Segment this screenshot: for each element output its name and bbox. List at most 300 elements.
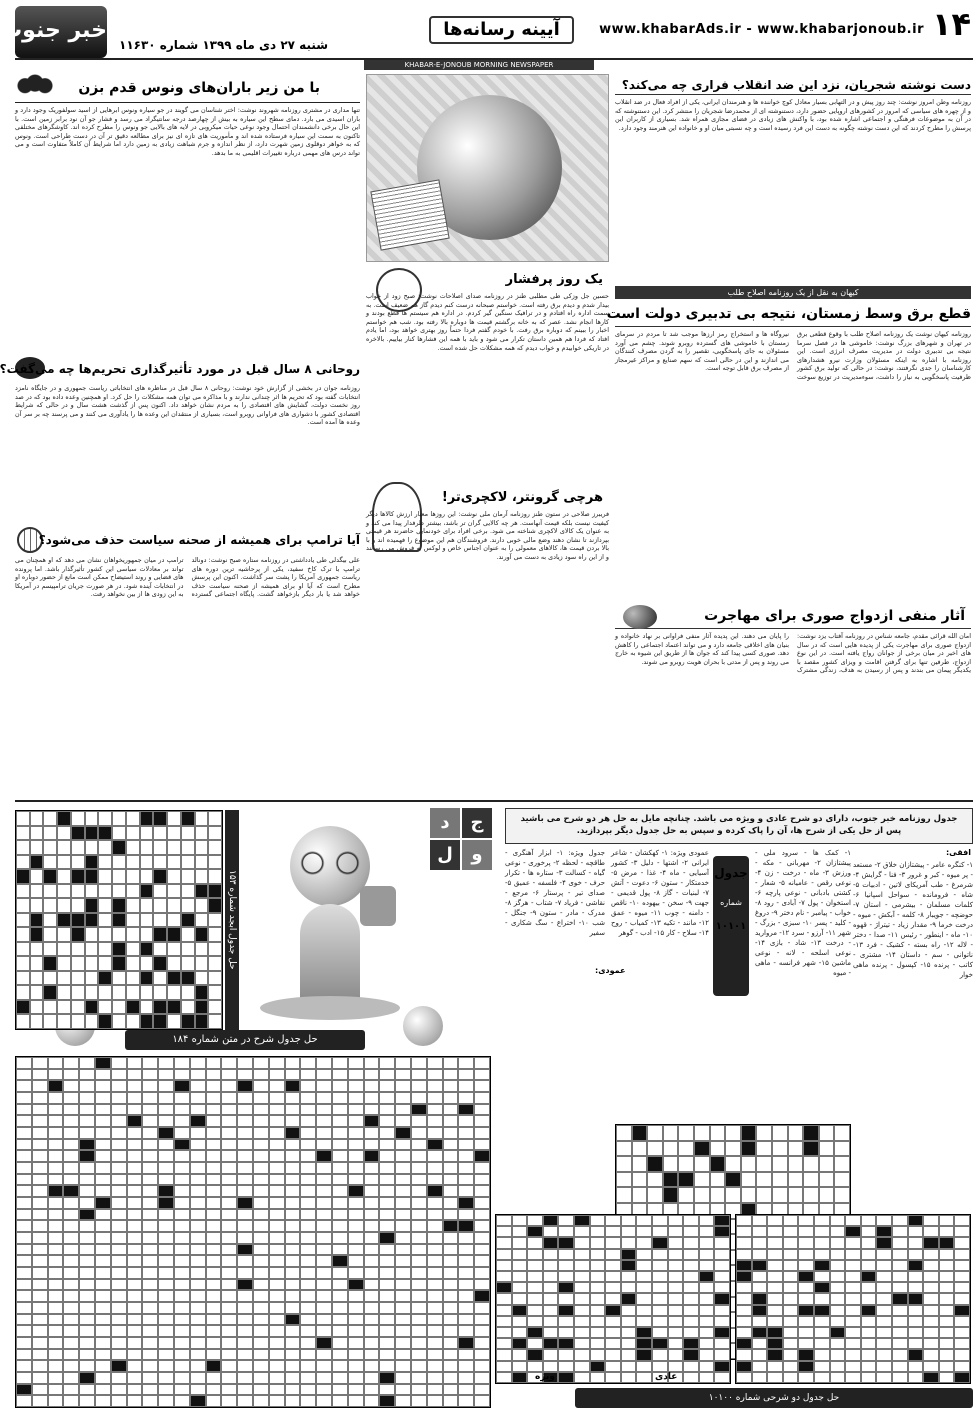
grid-cell[interactable]	[126, 811, 140, 826]
grid-cell[interactable]	[208, 942, 222, 957]
grid-cell[interactable]	[181, 942, 195, 957]
grid-cell[interactable]	[16, 913, 30, 928]
grid-cell[interactable]	[632, 1187, 648, 1203]
grid-cell[interactable]	[126, 855, 140, 870]
grid-cell[interactable]	[195, 855, 209, 870]
grid-cell[interactable]	[834, 1172, 850, 1188]
grid-cell[interactable]	[632, 1125, 648, 1141]
grid-cell[interactable]	[756, 1172, 772, 1188]
grid-cell[interactable]	[725, 1141, 741, 1157]
grid-cell[interactable]	[678, 1141, 694, 1157]
grid-cell[interactable]	[195, 826, 209, 841]
grid-cell[interactable]	[16, 898, 30, 913]
grid-cell[interactable]	[112, 913, 126, 928]
grid-cell[interactable]	[208, 971, 222, 986]
grid-cell[interactable]	[57, 840, 71, 855]
grid-cell[interactable]	[756, 1156, 772, 1172]
grid-cell[interactable]	[30, 927, 44, 942]
grid-cell[interactable]	[16, 942, 30, 957]
grid-cell[interactable]	[71, 811, 85, 826]
grid-cell[interactable]	[112, 956, 126, 971]
grid-cell[interactable]	[195, 1014, 209, 1029]
grid-cell[interactable]	[57, 826, 71, 841]
grid-cell[interactable]	[85, 898, 99, 913]
grid-cell[interactable]	[112, 898, 126, 913]
grid-cell[interactable]	[208, 956, 222, 971]
grid-cell[interactable]	[167, 1014, 181, 1029]
grid-cell[interactable]	[694, 1187, 710, 1203]
grid-cell[interactable]	[616, 1125, 632, 1141]
grid-cell[interactable]	[98, 942, 112, 957]
grid-cell[interactable]	[43, 855, 57, 870]
grid-cell[interactable]	[710, 1156, 726, 1172]
grid-cell[interactable]	[195, 898, 209, 913]
grid-cell[interactable]	[647, 1187, 663, 1203]
grid-cell[interactable]	[98, 927, 112, 942]
grid-cell[interactable]	[140, 1000, 154, 1015]
grid-cell[interactable]	[16, 884, 30, 899]
grid-cell[interactable]	[57, 855, 71, 870]
grid-cell[interactable]	[140, 898, 154, 913]
grid-cell[interactable]	[126, 898, 140, 913]
grid-cell[interactable]	[85, 985, 99, 1000]
grid-cell[interactable]	[710, 1125, 726, 1141]
grid-cell[interactable]	[195, 884, 209, 899]
grid-cell[interactable]	[803, 1156, 819, 1172]
grid-cell[interactable]	[140, 971, 154, 986]
grid-cell[interactable]	[195, 927, 209, 942]
grid-cell[interactable]	[195, 971, 209, 986]
grid-cell[interactable]	[819, 1141, 835, 1157]
grid-cell[interactable]	[181, 840, 195, 855]
grid-cell[interactable]	[98, 985, 112, 1000]
grid-cell[interactable]	[153, 898, 167, 913]
grid-cell[interactable]	[741, 1156, 757, 1172]
grid-cell[interactable]	[741, 1172, 757, 1188]
grid-cell[interactable]	[772, 1156, 788, 1172]
grid-cell[interactable]	[834, 1156, 850, 1172]
grid-cell[interactable]	[30, 811, 44, 826]
grid-cell[interactable]	[98, 971, 112, 986]
grid-cell[interactable]	[16, 1014, 30, 1029]
grid-cell[interactable]	[632, 1172, 648, 1188]
grid-cell[interactable]	[85, 1000, 99, 1015]
grid-cell[interactable]	[85, 826, 99, 841]
grid-cell[interactable]	[725, 1125, 741, 1141]
grid-cell[interactable]	[112, 1014, 126, 1029]
grid-cell[interactable]	[57, 942, 71, 957]
grid-cell[interactable]	[647, 1141, 663, 1157]
grid-cell[interactable]	[71, 855, 85, 870]
grid-cell[interactable]	[71, 869, 85, 884]
grid-cell[interactable]	[98, 1014, 112, 1029]
grid-cell[interactable]	[616, 1187, 632, 1203]
grid-cell[interactable]	[694, 1125, 710, 1141]
grid-cell[interactable]	[663, 1125, 679, 1141]
grid-cell[interactable]	[195, 942, 209, 957]
grid-cell[interactable]	[616, 1172, 632, 1188]
grid-cell[interactable]	[616, 1156, 632, 1172]
grid-cell[interactable]	[57, 927, 71, 942]
grid-cell[interactable]	[153, 971, 167, 986]
grid-cell[interactable]	[30, 1014, 44, 1029]
grid-cell[interactable]	[167, 927, 181, 942]
grid-cell[interactable]	[85, 884, 99, 899]
grid-cell[interactable]	[819, 1125, 835, 1141]
grid-cell[interactable]	[647, 1172, 663, 1188]
grid-cell[interactable]	[112, 1000, 126, 1015]
grid-cell[interactable]	[30, 869, 44, 884]
grid-cell[interactable]	[819, 1156, 835, 1172]
grid-cell[interactable]	[43, 942, 57, 957]
grid-cell[interactable]	[167, 826, 181, 841]
grid-cell[interactable]	[195, 913, 209, 928]
grid-cell[interactable]	[16, 1000, 30, 1015]
grid-cell[interactable]	[43, 898, 57, 913]
grid-cell[interactable]	[126, 840, 140, 855]
grid-cell[interactable]	[43, 1000, 57, 1015]
grid-cell[interactable]	[208, 869, 222, 884]
grid-cell[interactable]	[208, 1014, 222, 1029]
grid-cell[interactable]	[181, 811, 195, 826]
grid-cell[interactable]	[153, 855, 167, 870]
grid-cell[interactable]	[85, 869, 99, 884]
grid-cell[interactable]	[71, 884, 85, 899]
grid-cell[interactable]	[181, 956, 195, 971]
grid-cell[interactable]	[71, 898, 85, 913]
grid-cell[interactable]	[30, 1000, 44, 1015]
grid-cell[interactable]	[153, 840, 167, 855]
grid-cell[interactable]	[153, 956, 167, 971]
grid-cell[interactable]	[772, 1141, 788, 1157]
grid-cell[interactable]	[57, 956, 71, 971]
grid-cell[interactable]	[16, 840, 30, 855]
grid-cell[interactable]	[126, 869, 140, 884]
grid-cell[interactable]	[71, 985, 85, 1000]
grid-cell[interactable]	[57, 811, 71, 826]
grid-cell[interactable]	[819, 1187, 835, 1203]
grid-cell[interactable]	[741, 1187, 757, 1203]
grid-cell[interactable]	[126, 1000, 140, 1015]
grid-cell[interactable]	[140, 942, 154, 957]
grid-cell[interactable]	[85, 811, 99, 826]
grid-cell[interactable]	[834, 1125, 850, 1141]
grid-cell[interactable]	[126, 971, 140, 986]
grid-cell[interactable]	[30, 985, 44, 1000]
grid-cell[interactable]	[181, 927, 195, 942]
grid-cell[interactable]	[181, 971, 195, 986]
grid-cell[interactable]	[140, 1014, 154, 1029]
grid-cell[interactable]	[98, 855, 112, 870]
grid-cell[interactable]	[647, 1125, 663, 1141]
grid-cell[interactable]	[112, 869, 126, 884]
grid-cell[interactable]	[85, 927, 99, 942]
grid-cell[interactable]	[710, 1141, 726, 1157]
grid-cell[interactable]	[167, 1000, 181, 1015]
grid-cell[interactable]	[71, 942, 85, 957]
grid-cell[interactable]	[195, 1000, 209, 1015]
grid-cell[interactable]	[632, 1141, 648, 1157]
grid-cell[interactable]	[140, 811, 154, 826]
grid-cell[interactable]	[43, 971, 57, 986]
grid-cell[interactable]	[710, 1172, 726, 1188]
grid-cell[interactable]	[819, 1172, 835, 1188]
grid-cell[interactable]	[788, 1156, 804, 1172]
grid-cell[interactable]	[16, 811, 30, 826]
grid-cell[interactable]	[694, 1141, 710, 1157]
grid-cell[interactable]	[140, 913, 154, 928]
grid-cell[interactable]	[126, 884, 140, 899]
grid-cell[interactable]	[772, 1187, 788, 1203]
grid-cell[interactable]	[98, 840, 112, 855]
grid-cell[interactable]	[140, 927, 154, 942]
grid-cell[interactable]	[126, 956, 140, 971]
grid-cell[interactable]	[195, 869, 209, 884]
grid-cell[interactable]	[756, 1187, 772, 1203]
grid-cell[interactable]	[30, 840, 44, 855]
grid-cell[interactable]	[632, 1156, 648, 1172]
grid-cell[interactable]	[167, 985, 181, 1000]
grid-cell[interactable]	[803, 1172, 819, 1188]
grid-cell[interactable]	[16, 826, 30, 841]
grid-cell[interactable]	[694, 1172, 710, 1188]
grid-cell[interactable]	[30, 913, 44, 928]
grid-cell[interactable]	[16, 869, 30, 884]
grid-cell[interactable]	[126, 1014, 140, 1029]
grid-cell[interactable]	[834, 1187, 850, 1203]
grid-cell[interactable]	[43, 1014, 57, 1029]
grid-cell[interactable]	[153, 1000, 167, 1015]
grid-cell[interactable]	[85, 1014, 99, 1029]
grid-cell[interactable]	[167, 884, 181, 899]
grid-cell[interactable]	[126, 913, 140, 928]
grid-cell[interactable]	[167, 855, 181, 870]
grid-cell[interactable]	[30, 855, 44, 870]
grid-cell[interactable]	[181, 855, 195, 870]
grid-cell[interactable]	[153, 942, 167, 957]
grid-cell[interactable]	[126, 942, 140, 957]
grid-cell[interactable]	[112, 826, 126, 841]
grid-cell[interactable]	[195, 840, 209, 855]
grid-cell[interactable]	[663, 1156, 679, 1172]
grid-cell[interactable]	[30, 826, 44, 841]
grid-cell[interactable]	[140, 884, 154, 899]
grid-cell[interactable]	[126, 927, 140, 942]
grid-cell[interactable]	[153, 869, 167, 884]
grid-cell[interactable]	[98, 884, 112, 899]
grid-cell[interactable]	[694, 1156, 710, 1172]
grid-cell[interactable]	[710, 1187, 726, 1203]
grid-cell[interactable]	[153, 826, 167, 841]
grid-cell[interactable]	[71, 840, 85, 855]
grid-cell[interactable]	[167, 898, 181, 913]
grid-cell[interactable]	[803, 1141, 819, 1157]
grid-cell[interactable]	[140, 956, 154, 971]
grid-cell[interactable]	[167, 913, 181, 928]
grid-cell[interactable]	[85, 855, 99, 870]
grid-cell[interactable]	[772, 1172, 788, 1188]
grid-cell[interactable]	[71, 826, 85, 841]
grid-cell[interactable]	[112, 971, 126, 986]
grid-cell[interactable]	[16, 985, 30, 1000]
grid-cell[interactable]	[181, 913, 195, 928]
grid-cell[interactable]	[112, 811, 126, 826]
grid-cell[interactable]	[181, 1014, 195, 1029]
grid-cell[interactable]	[30, 971, 44, 986]
grid-cell[interactable]	[167, 956, 181, 971]
grid-cell[interactable]	[43, 913, 57, 928]
grid-cell[interactable]	[208, 913, 222, 928]
grid-cell[interactable]	[43, 869, 57, 884]
grid-cell[interactable]	[153, 1014, 167, 1029]
grid-cell[interactable]	[43, 985, 57, 1000]
grid-cell[interactable]	[208, 985, 222, 1000]
grid-cell[interactable]	[112, 840, 126, 855]
grid-cell[interactable]	[112, 884, 126, 899]
grid-cell[interactable]	[71, 1014, 85, 1029]
grid-cell[interactable]	[98, 826, 112, 841]
grid-cell[interactable]	[57, 898, 71, 913]
grid-cell[interactable]	[208, 840, 222, 855]
grid-cell[interactable]	[725, 1187, 741, 1203]
grid-cell[interactable]	[725, 1156, 741, 1172]
grid-cell[interactable]	[616, 1141, 632, 1157]
grid-cell[interactable]	[71, 1000, 85, 1015]
grid-cell[interactable]	[208, 855, 222, 870]
grid-cell[interactable]	[756, 1141, 772, 1157]
grid-cell[interactable]	[772, 1125, 788, 1141]
grid-cell[interactable]	[98, 811, 112, 826]
grid-cell[interactable]	[181, 826, 195, 841]
grid-cell[interactable]	[57, 1000, 71, 1015]
grid-cell[interactable]	[195, 956, 209, 971]
grid-cell[interactable]	[85, 840, 99, 855]
grid-cell[interactable]	[43, 927, 57, 942]
grid-cell[interactable]	[126, 826, 140, 841]
grid-cell[interactable]	[208, 927, 222, 942]
grid-cell[interactable]	[208, 1000, 222, 1015]
grid-cell[interactable]	[85, 913, 99, 928]
grid-cell[interactable]	[43, 956, 57, 971]
grid-cell[interactable]	[678, 1187, 694, 1203]
grid-cell[interactable]	[30, 884, 44, 899]
grid-cell[interactable]	[153, 985, 167, 1000]
grid-cell[interactable]	[112, 927, 126, 942]
grid-cell[interactable]	[140, 840, 154, 855]
grid-cell[interactable]	[98, 869, 112, 884]
grid-cell[interactable]	[181, 884, 195, 899]
grid-cell[interactable]	[43, 811, 57, 826]
grid-cell[interactable]	[208, 898, 222, 913]
grid-cell[interactable]	[98, 898, 112, 913]
grid-cell[interactable]	[663, 1172, 679, 1188]
grid-cell[interactable]	[57, 1014, 71, 1029]
grid-cell[interactable]	[98, 956, 112, 971]
grid-cell[interactable]	[678, 1172, 694, 1188]
grid-cell[interactable]	[741, 1141, 757, 1157]
grid-cell[interactable]	[803, 1187, 819, 1203]
grid-cell[interactable]	[167, 840, 181, 855]
grid-cell[interactable]	[57, 985, 71, 1000]
grid-cell[interactable]	[140, 826, 154, 841]
grid-cell[interactable]	[788, 1187, 804, 1203]
grid-cell[interactable]	[678, 1156, 694, 1172]
website[interactable]: www.khabarAds.ir - www.khabarjonoub.ir	[599, 22, 924, 37]
grid-cell[interactable]	[30, 942, 44, 957]
grid-cell[interactable]	[181, 898, 195, 913]
grid-cell[interactable]	[788, 1125, 804, 1141]
grid-cell[interactable]	[663, 1187, 679, 1203]
grid-cell[interactable]	[43, 840, 57, 855]
grid-cell[interactable]	[834, 1141, 850, 1157]
grid-cell[interactable]	[803, 1125, 819, 1141]
grid-cell[interactable]	[153, 811, 167, 826]
grid-cell[interactable]	[788, 1141, 804, 1157]
grid-cell[interactable]	[208, 811, 222, 826]
grid-cell[interactable]	[153, 884, 167, 899]
grid-cell[interactable]	[140, 985, 154, 1000]
grid-cell[interactable]	[788, 1172, 804, 1188]
grid-cell[interactable]	[57, 913, 71, 928]
grid-cell[interactable]	[30, 956, 44, 971]
grid-cell[interactable]	[153, 913, 167, 928]
grid-cell[interactable]	[16, 927, 30, 942]
abjad-grid[interactable]	[15, 810, 223, 1030]
grid-cell[interactable]	[57, 884, 71, 899]
grid-cell[interactable]	[725, 1172, 741, 1188]
grid-cell[interactable]	[112, 855, 126, 870]
grid-cell[interactable]	[140, 855, 154, 870]
grid-cell[interactable]	[167, 811, 181, 826]
grid-cell[interactable]	[181, 869, 195, 884]
grid-cell[interactable]	[71, 913, 85, 928]
grid-cell[interactable]	[663, 1141, 679, 1157]
grid-cell[interactable]	[57, 971, 71, 986]
grid-cell[interactable]	[16, 956, 30, 971]
grid-cell[interactable]	[112, 985, 126, 1000]
grid-cell[interactable]	[43, 826, 57, 841]
grid-cell[interactable]	[85, 942, 99, 957]
grid-cell[interactable]	[57, 869, 71, 884]
grid-cell[interactable]	[756, 1125, 772, 1141]
grid-cell[interactable]	[140, 869, 154, 884]
grid-cell[interactable]	[195, 985, 209, 1000]
grid-cell[interactable]	[126, 985, 140, 1000]
grid-cell[interactable]	[16, 971, 30, 986]
grid-cell[interactable]	[167, 942, 181, 957]
grid-cell[interactable]	[647, 1156, 663, 1172]
grid-cell[interactable]	[85, 971, 99, 986]
grid-cell[interactable]	[71, 971, 85, 986]
grid-cell[interactable]	[208, 826, 222, 841]
grid-cell[interactable]	[153, 927, 167, 942]
grid-cell[interactable]	[195, 811, 209, 826]
grid-cell[interactable]	[30, 898, 44, 913]
grid-cell[interactable]	[71, 956, 85, 971]
grid-cell[interactable]	[85, 956, 99, 971]
grid-cell[interactable]	[16, 855, 30, 870]
grid-cell[interactable]	[167, 869, 181, 884]
grid-cell[interactable]	[741, 1125, 757, 1141]
grid-cell[interactable]	[181, 985, 195, 1000]
grid-cell[interactable]	[43, 884, 57, 899]
grid-cell[interactable]	[208, 884, 222, 899]
grid-cell[interactable]	[181, 1000, 195, 1015]
grid-cell[interactable]	[678, 1125, 694, 1141]
grid-cell[interactable]	[167, 971, 181, 986]
grid-cell[interactable]	[112, 942, 126, 957]
grid-cell[interactable]	[98, 913, 112, 928]
